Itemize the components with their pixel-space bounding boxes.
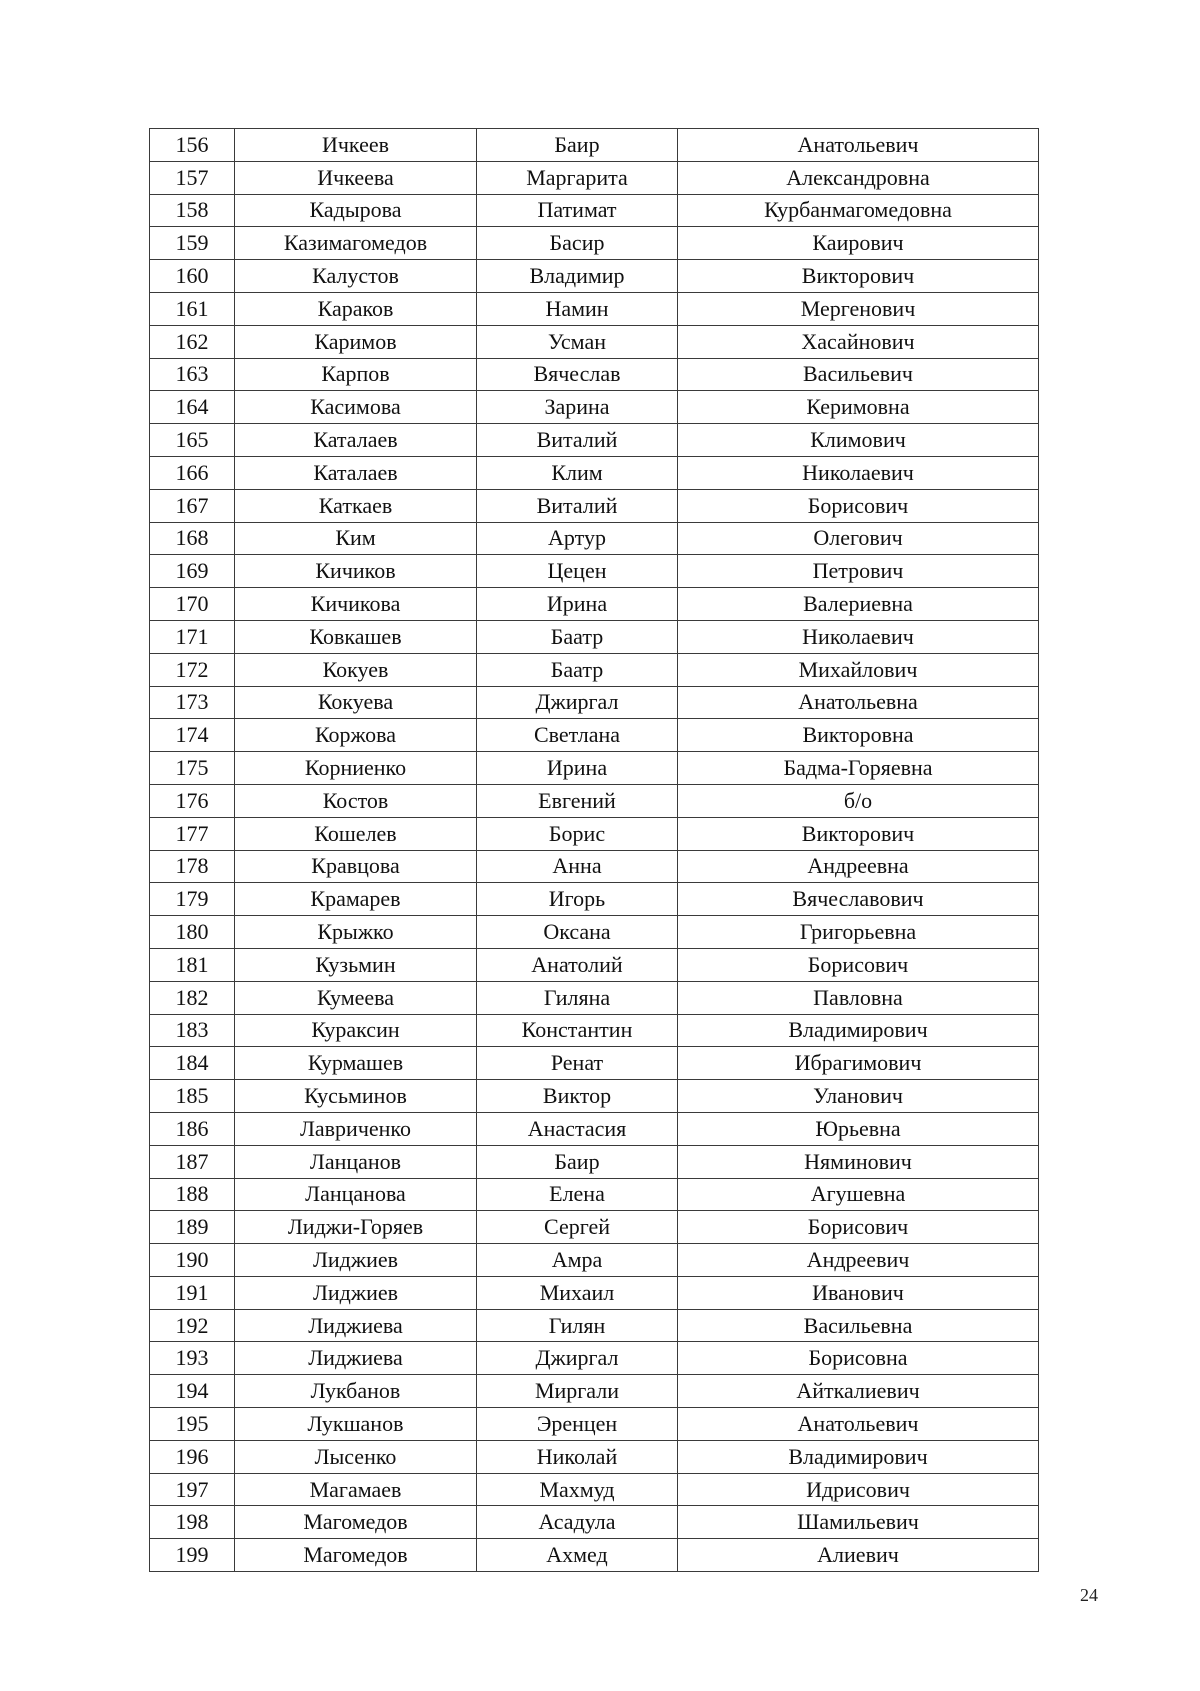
last-name-cell: Крамарев (235, 883, 477, 916)
table-row (150, 1539, 1039, 1572)
table-row (150, 1309, 1039, 1342)
patronymic-cell: Олегович (678, 522, 1039, 555)
last-name-cell: Лиджиев (235, 1276, 477, 1309)
first-name-cell: Ренат (477, 1047, 678, 1080)
patronymic-cell: Вячеславович (678, 883, 1039, 916)
table-row (150, 391, 1039, 424)
patronymic-cell: Борисовна (678, 1342, 1039, 1375)
last-name-cell: Лукшанов (235, 1408, 477, 1441)
last-name-cell: Лиджиева (235, 1309, 477, 1342)
row-number-cell: 169 (150, 555, 235, 588)
first-name-cell: Асадула (477, 1506, 678, 1539)
first-name-cell: Патимат (477, 194, 678, 227)
row-number-cell: 190 (150, 1244, 235, 1277)
first-name-cell: Евгений (477, 784, 678, 817)
first-name-cell: Басир (477, 227, 678, 260)
table-row (150, 1473, 1039, 1506)
first-name-cell: Усман (477, 325, 678, 358)
patronymic-cell: Айткалиевич (678, 1375, 1039, 1408)
row-number-cell: 167 (150, 489, 235, 522)
row-number-cell: 189 (150, 1211, 235, 1244)
patronymic-cell: Андреевна (678, 850, 1039, 883)
table-row (150, 1408, 1039, 1441)
first-name-cell: Михаил (477, 1276, 678, 1309)
last-name-cell: Лукбанов (235, 1375, 477, 1408)
row-number-cell: 165 (150, 424, 235, 457)
first-name-cell: Гиляна (477, 981, 678, 1014)
patronymic-cell: Викторовна (678, 719, 1039, 752)
table-row (150, 686, 1039, 719)
patronymic-cell: Уланович (678, 1080, 1039, 1113)
row-number-cell: 193 (150, 1342, 235, 1375)
first-name-cell: Цецен (477, 555, 678, 588)
table-row (150, 555, 1039, 588)
first-name-cell: Елена (477, 1178, 678, 1211)
table-row (150, 784, 1039, 817)
last-name-cell: Ланцанова (235, 1178, 477, 1211)
first-name-cell: Светлана (477, 719, 678, 752)
last-name-cell: Лиджиев (235, 1244, 477, 1277)
table-row (150, 1112, 1039, 1145)
row-number-cell: 187 (150, 1145, 235, 1178)
row-number-cell: 196 (150, 1440, 235, 1473)
patronymic-cell: Няминович (678, 1145, 1039, 1178)
table-row (150, 424, 1039, 457)
row-number-cell: 168 (150, 522, 235, 555)
table-row (150, 752, 1039, 785)
row-number-cell: 185 (150, 1080, 235, 1113)
patronymic-cell: Бадма-Горяевна (678, 752, 1039, 785)
first-name-cell: Зарина (477, 391, 678, 424)
patronymic-cell: Климович (678, 424, 1039, 457)
patronymic-cell: Викторович (678, 260, 1039, 293)
patronymic-cell: Михайлович (678, 653, 1039, 686)
table-row (150, 1211, 1039, 1244)
first-name-cell: Сергей (477, 1211, 678, 1244)
row-number-cell: 197 (150, 1473, 235, 1506)
first-name-cell: Намин (477, 292, 678, 325)
last-name-cell: Караков (235, 292, 477, 325)
last-name-cell: Лавриченко (235, 1112, 477, 1145)
last-name-cell: Каталаев (235, 456, 477, 489)
row-number-cell: 180 (150, 916, 235, 949)
row-number-cell: 179 (150, 883, 235, 916)
first-name-cell: Джиргал (477, 1342, 678, 1375)
first-name-cell: Баир (477, 1145, 678, 1178)
row-number-cell: 183 (150, 1014, 235, 1047)
patronymic-cell: Петрович (678, 555, 1039, 588)
last-name-cell: Кураксин (235, 1014, 477, 1047)
last-name-cell: Кузьмин (235, 948, 477, 981)
table-row (150, 653, 1039, 686)
patronymic-cell: Борисович (678, 948, 1039, 981)
roster-table-body (150, 129, 1039, 1572)
patronymic-cell: Юрьевна (678, 1112, 1039, 1145)
table-row (150, 1080, 1039, 1113)
first-name-cell: Борис (477, 817, 678, 850)
row-number-cell: 158 (150, 194, 235, 227)
page-number: 24 (1080, 1585, 1098, 1605)
patronymic-cell: Андреевич (678, 1244, 1039, 1277)
last-name-cell: Кошелев (235, 817, 477, 850)
row-number-cell: 191 (150, 1276, 235, 1309)
last-name-cell: Ким (235, 522, 477, 555)
roster-table (149, 128, 1039, 1572)
patronymic-cell: Владимирович (678, 1014, 1039, 1047)
table-row (150, 260, 1039, 293)
table-row (150, 916, 1039, 949)
first-name-cell: Анатолий (477, 948, 678, 981)
last-name-cell: Костов (235, 784, 477, 817)
last-name-cell: Ичкеева (235, 161, 477, 194)
first-name-cell: Махмуд (477, 1473, 678, 1506)
last-name-cell: Крыжко (235, 916, 477, 949)
row-number-cell: 172 (150, 653, 235, 686)
row-number-cell: 188 (150, 1178, 235, 1211)
first-name-cell: Виталий (477, 489, 678, 522)
last-name-cell: Ичкеев (235, 129, 477, 162)
table-row (150, 161, 1039, 194)
last-name-cell: Кокуева (235, 686, 477, 719)
patronymic-cell: Григорьевна (678, 916, 1039, 949)
patronymic-cell: Павловна (678, 981, 1039, 1014)
first-name-cell: Ирина (477, 752, 678, 785)
row-number-cell: 166 (150, 456, 235, 489)
patronymic-cell: Васильевич (678, 358, 1039, 391)
patronymic-cell: Иванович (678, 1276, 1039, 1309)
row-number-cell: 178 (150, 850, 235, 883)
row-number-cell: 171 (150, 620, 235, 653)
table-row (150, 948, 1039, 981)
row-number-cell: 173 (150, 686, 235, 719)
first-name-cell: Артур (477, 522, 678, 555)
patronymic-cell: Мергенович (678, 292, 1039, 325)
table-row (150, 981, 1039, 1014)
first-name-cell: Гилян (477, 1309, 678, 1342)
table-row (150, 719, 1039, 752)
table-row (150, 292, 1039, 325)
patronymic-cell: Борисович (678, 1211, 1039, 1244)
table-row (150, 358, 1039, 391)
patronymic-cell: Керимовна (678, 391, 1039, 424)
first-name-cell: Баатр (477, 620, 678, 653)
first-name-cell: Владимир (477, 260, 678, 293)
last-name-cell: Курмашев (235, 1047, 477, 1080)
first-name-cell: Джиргал (477, 686, 678, 719)
first-name-cell: Амра (477, 1244, 678, 1277)
row-number-cell: 157 (150, 161, 235, 194)
table-row (150, 1047, 1039, 1080)
last-name-cell: Ковкашев (235, 620, 477, 653)
patronymic-cell: Идрисович (678, 1473, 1039, 1506)
first-name-cell: Анастасия (477, 1112, 678, 1145)
table-row (150, 850, 1039, 883)
patronymic-cell: Агушевна (678, 1178, 1039, 1211)
table-row (150, 456, 1039, 489)
table-row (150, 1342, 1039, 1375)
last-name-cell: Каримов (235, 325, 477, 358)
row-number-cell: 174 (150, 719, 235, 752)
patronymic-cell: Анатольевна (678, 686, 1039, 719)
patronymic-cell: Викторович (678, 817, 1039, 850)
first-name-cell: Вячеслав (477, 358, 678, 391)
first-name-cell: Анна (477, 850, 678, 883)
table-row (150, 227, 1039, 260)
row-number-cell: 182 (150, 981, 235, 1014)
last-name-cell: Каткаев (235, 489, 477, 522)
table-row (150, 588, 1039, 621)
first-name-cell: Маргарита (477, 161, 678, 194)
row-number-cell: 192 (150, 1309, 235, 1342)
first-name-cell: Виталий (477, 424, 678, 457)
patronymic-cell: Николаевич (678, 620, 1039, 653)
table-row (150, 1244, 1039, 1277)
patronymic-cell: Алиевич (678, 1539, 1039, 1572)
first-name-cell: Ахмед (477, 1539, 678, 1572)
last-name-cell: Корниенко (235, 752, 477, 785)
row-number-cell: 164 (150, 391, 235, 424)
last-name-cell: Ланцанов (235, 1145, 477, 1178)
last-name-cell: Лиджи-Горяев (235, 1211, 477, 1244)
patronymic-cell: Хасайнович (678, 325, 1039, 358)
table-row (150, 620, 1039, 653)
row-number-cell: 161 (150, 292, 235, 325)
last-name-cell: Калустов (235, 260, 477, 293)
row-number-cell: 175 (150, 752, 235, 785)
patronymic-cell: Ибрагимович (678, 1047, 1039, 1080)
last-name-cell: Карпов (235, 358, 477, 391)
last-name-cell: Касимова (235, 391, 477, 424)
table-row (150, 1178, 1039, 1211)
patronymic-cell: Валериевна (678, 588, 1039, 621)
row-number-cell: 177 (150, 817, 235, 850)
row-number-cell: 181 (150, 948, 235, 981)
last-name-cell: Кичикова (235, 588, 477, 621)
patronymic-cell: Николаевич (678, 456, 1039, 489)
last-name-cell: Магамаев (235, 1473, 477, 1506)
patronymic-cell: Анатольевич (678, 129, 1039, 162)
first-name-cell: Эренцен (477, 1408, 678, 1441)
last-name-cell: Кадырова (235, 194, 477, 227)
last-name-cell: Коржова (235, 719, 477, 752)
first-name-cell: Игорь (477, 883, 678, 916)
last-name-cell: Лысенко (235, 1440, 477, 1473)
patronymic-cell: Борисович (678, 489, 1039, 522)
patronymic-cell: Шамильевич (678, 1506, 1039, 1539)
row-number-cell: 160 (150, 260, 235, 293)
patronymic-cell: б/о (678, 784, 1039, 817)
row-number-cell: 199 (150, 1539, 235, 1572)
table-row (150, 817, 1039, 850)
first-name-cell: Клим (477, 456, 678, 489)
last-name-cell: Магомедов (235, 1506, 477, 1539)
patronymic-cell: Александровна (678, 161, 1039, 194)
row-number-cell: 163 (150, 358, 235, 391)
first-name-cell: Виктор (477, 1080, 678, 1113)
table-row (150, 1145, 1039, 1178)
first-name-cell: Баатр (477, 653, 678, 686)
last-name-cell: Казимагомедов (235, 227, 477, 260)
table-row (150, 1440, 1039, 1473)
last-name-cell: Кичиков (235, 555, 477, 588)
table-row (150, 194, 1039, 227)
row-number-cell: 156 (150, 129, 235, 162)
row-number-cell: 159 (150, 227, 235, 260)
first-name-cell: Оксана (477, 916, 678, 949)
last-name-cell: Кокуев (235, 653, 477, 686)
patronymic-cell: Каирович (678, 227, 1039, 260)
first-name-cell: Баир (477, 129, 678, 162)
table-row (150, 325, 1039, 358)
last-name-cell: Лиджиева (235, 1342, 477, 1375)
row-number-cell: 162 (150, 325, 235, 358)
first-name-cell: Константин (477, 1014, 678, 1047)
patronymic-cell: Курбанмагомедовна (678, 194, 1039, 227)
patronymic-cell: Васильевна (678, 1309, 1039, 1342)
table-row (150, 1375, 1039, 1408)
table-row (150, 129, 1039, 162)
table-row (150, 883, 1039, 916)
last-name-cell: Кумеева (235, 981, 477, 1014)
table-row (150, 522, 1039, 555)
row-number-cell: 198 (150, 1506, 235, 1539)
table-row (150, 1506, 1039, 1539)
table-row (150, 489, 1039, 522)
first-name-cell: Николай (477, 1440, 678, 1473)
row-number-cell: 170 (150, 588, 235, 621)
last-name-cell: Каталаев (235, 424, 477, 457)
row-number-cell: 184 (150, 1047, 235, 1080)
row-number-cell: 176 (150, 784, 235, 817)
last-name-cell: Кравцова (235, 850, 477, 883)
row-number-cell: 186 (150, 1112, 235, 1145)
table-row (150, 1014, 1039, 1047)
first-name-cell: Миргали (477, 1375, 678, 1408)
first-name-cell: Ирина (477, 588, 678, 621)
row-number-cell: 194 (150, 1375, 235, 1408)
patronymic-cell: Владимирович (678, 1440, 1039, 1473)
patronymic-cell: Анатольевич (678, 1408, 1039, 1441)
row-number-cell: 195 (150, 1408, 235, 1441)
last-name-cell: Кусьминов (235, 1080, 477, 1113)
table-row (150, 1276, 1039, 1309)
last-name-cell: Магомедов (235, 1539, 477, 1572)
